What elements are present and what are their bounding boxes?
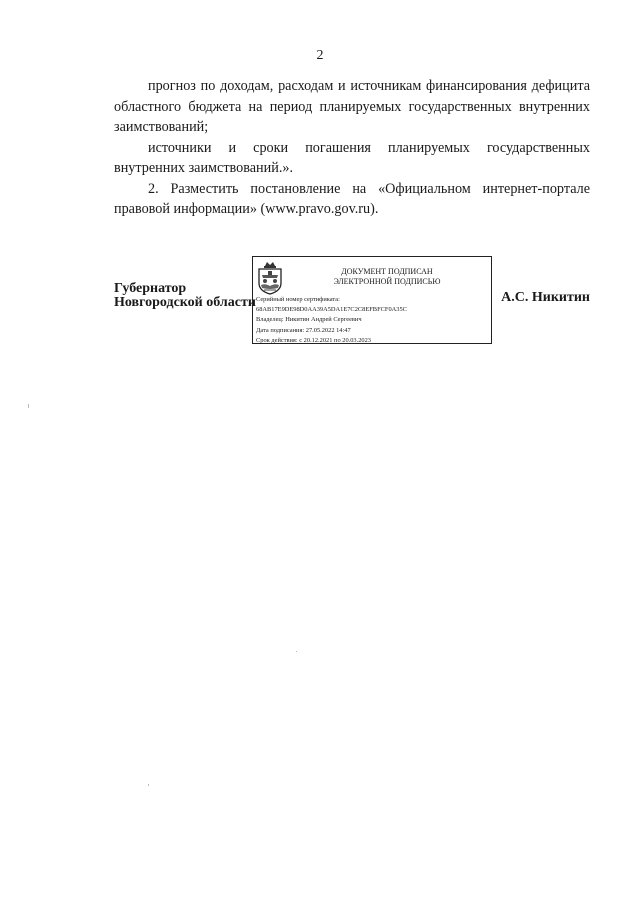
certificate-serial-label: Серийный номер сертификата: bbox=[256, 296, 340, 303]
electronic-signature-stamp bbox=[252, 256, 492, 344]
page-number: 2 bbox=[316, 48, 324, 63]
novgorod-coat-of-arms-icon bbox=[257, 261, 283, 295]
certificate-validity: Срок действия: с 20.12.2021 по 20.03.2023 bbox=[256, 336, 372, 344]
paragraph-sources: источники и сроки погашения планируемых государственных внутренних заимствований.». bbox=[114, 139, 590, 176]
signature-block bbox=[114, 256, 590, 348]
signatory-position-line2: Новгородской области bbox=[114, 295, 256, 310]
stamp-title bbox=[289, 267, 485, 287]
document-body bbox=[114, 76, 590, 220]
signing-date: Дата подписания: 27.05.2022 14:47 bbox=[256, 326, 351, 334]
scan-speck bbox=[296, 651, 297, 652]
stamp-details bbox=[256, 295, 407, 346]
certificate-owner: Владелец: Никитин Андрей Сергеевич bbox=[256, 316, 362, 324]
paragraph-publish: 2. Разместить постановление на «Официальном интернет-портале правовой информации» (www.pravo.gov.ru). bbox=[114, 180, 590, 217]
signatory-position bbox=[114, 282, 256, 310]
paragraph-forecast: прогноз по доходам, расходам и источникам финансирования дефицита областного бюджета на период планируемых государственных внутренних заимствований; bbox=[114, 78, 590, 135]
certificate-serial-value: 68AB17E9DE98D0AA39A5DA1E7C2C8EFBFCF0A35C bbox=[256, 306, 407, 314]
scan-speck bbox=[148, 784, 149, 786]
scan-speck bbox=[28, 404, 29, 408]
stamp-title-line2: ЭЛЕКТРОННОЙ ПОДПИСЬЮ bbox=[333, 277, 441, 286]
signatory-position-line1: Губернатор bbox=[114, 281, 187, 296]
stamp-title-line1: ДОКУМЕНТ ПОДПИСАН bbox=[341, 267, 433, 276]
signatory-name: А.С. Никитин bbox=[501, 290, 590, 305]
